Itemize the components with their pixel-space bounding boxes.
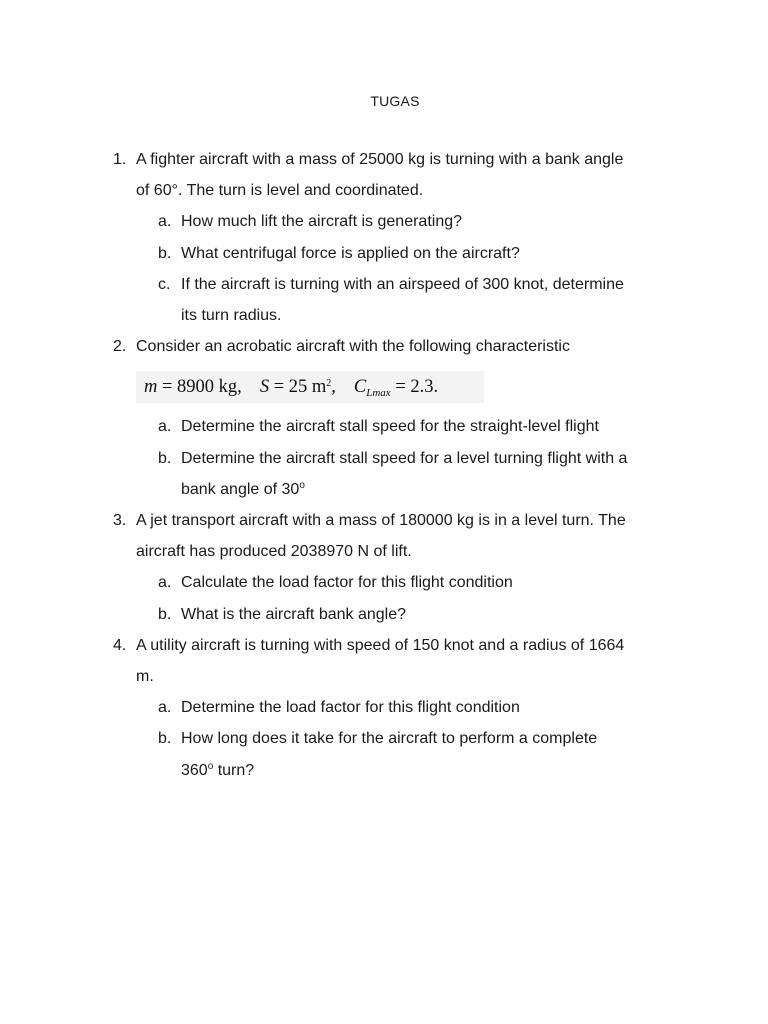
subquestion-letter: a.	[158, 418, 172, 436]
question-number: 4.	[113, 636, 127, 654]
subquestion-3a	[0, 567, 768, 598]
subquestion-line: How long does it take for the aircraft to perform a complete	[181, 730, 598, 748]
subquestion-line: Determine the load factor for this flight condition	[181, 699, 520, 717]
question-line: A utility aircraft is turning with speed of 150 knot and a radius of 1664	[136, 636, 625, 654]
subquestion-letter: a.	[158, 574, 172, 592]
question-number: 2.	[113, 338, 127, 356]
question-text	[136, 331, 681, 362]
wing-area-value: = 25 m	[269, 377, 327, 398]
subquestion-letter: a.	[158, 213, 172, 231]
degree-mark: o	[207, 760, 214, 772]
subquestion-1c	[0, 269, 768, 331]
question-2	[0, 331, 768, 362]
question-line: A jet transport aircraft with a mass of 180000 kg is in a level turn. The	[136, 512, 626, 530]
wing-area-comma: ,	[331, 377, 336, 398]
subquestion-line-with-degree	[181, 474, 681, 505]
question-text	[136, 630, 681, 692]
subquestion-letter: b.	[158, 449, 172, 467]
wing-area-symbol: S	[259, 377, 270, 398]
question-line: Consider an acrobatic aircraft with the following characteristic	[136, 338, 570, 356]
subquestion-2b	[0, 443, 768, 505]
subquestion-4a	[0, 692, 768, 723]
aircraft-parameters-formula	[136, 371, 484, 403]
subquestion-letter: a.	[158, 699, 172, 717]
subquestion-line: What centrifugal force is applied on the aircraft?	[181, 244, 520, 262]
subquestion-line: its turn radius.	[181, 307, 282, 325]
page-title: TUGAS	[370, 93, 420, 109]
wing-area-exponent: 2	[326, 378, 332, 390]
mass-value: = 8900 kg,	[157, 377, 242, 398]
subquestion-line: Determine the aircraft stall speed for a level turning flight with a	[181, 449, 628, 467]
subquestion-line: Determine the aircraft stall speed for the straight-level flight	[181, 418, 599, 436]
question-list	[0, 144, 768, 786]
subquestion-line: If the aircraft is turning with an airspeed of 300 knot, determine	[181, 275, 624, 293]
subquestion-letter: c.	[158, 275, 171, 293]
question-number: 1.	[113, 151, 127, 168]
subquestion-letter: b.	[158, 730, 172, 748]
lift-coefficient-symbol: C	[353, 377, 367, 398]
lift-coefficient-subscript: Lmax	[366, 387, 391, 400]
question-text	[136, 144, 681, 206]
question-number: 3.	[113, 512, 127, 530]
subquestion-line: What is the aircraft bank angle?	[181, 605, 407, 623]
subquestion-4b	[0, 723, 768, 785]
subquestion-line-with-degree	[181, 755, 681, 786]
subquestion-letter: b.	[158, 605, 172, 623]
subquestion-text: 360	[181, 761, 208, 779]
question-3	[0, 505, 768, 567]
subquestion-letter: b.	[158, 244, 172, 262]
subquestion-line: Calculate the load factor for this flight condition	[181, 574, 513, 592]
subquestion-tail: turn?	[213, 761, 255, 779]
degree-mark: o	[299, 479, 305, 491]
lift-coefficient-value: = 2.3.	[390, 377, 439, 398]
subquestion-1a	[0, 206, 768, 237]
subquestion-text: bank angle of 30	[181, 480, 300, 498]
mass-symbol: m	[144, 377, 158, 398]
question-1	[0, 144, 768, 206]
question-line: A fighter aircraft with a mass of 25000 kg is turning with a bank angle	[136, 151, 624, 168]
subquestion-1b	[0, 238, 768, 269]
question-4	[0, 630, 768, 692]
question-line: m.	[136, 668, 154, 686]
question-line: aircraft has produced 2038970 N of lift.	[136, 543, 412, 561]
subquestion-3b	[0, 599, 768, 630]
question-text	[136, 505, 681, 567]
subquestion-2a	[0, 411, 768, 442]
subquestion-line: How much lift the aircraft is generating?	[181, 213, 463, 231]
question-line: of 60°. The turn is level and coordinated.	[136, 182, 424, 200]
